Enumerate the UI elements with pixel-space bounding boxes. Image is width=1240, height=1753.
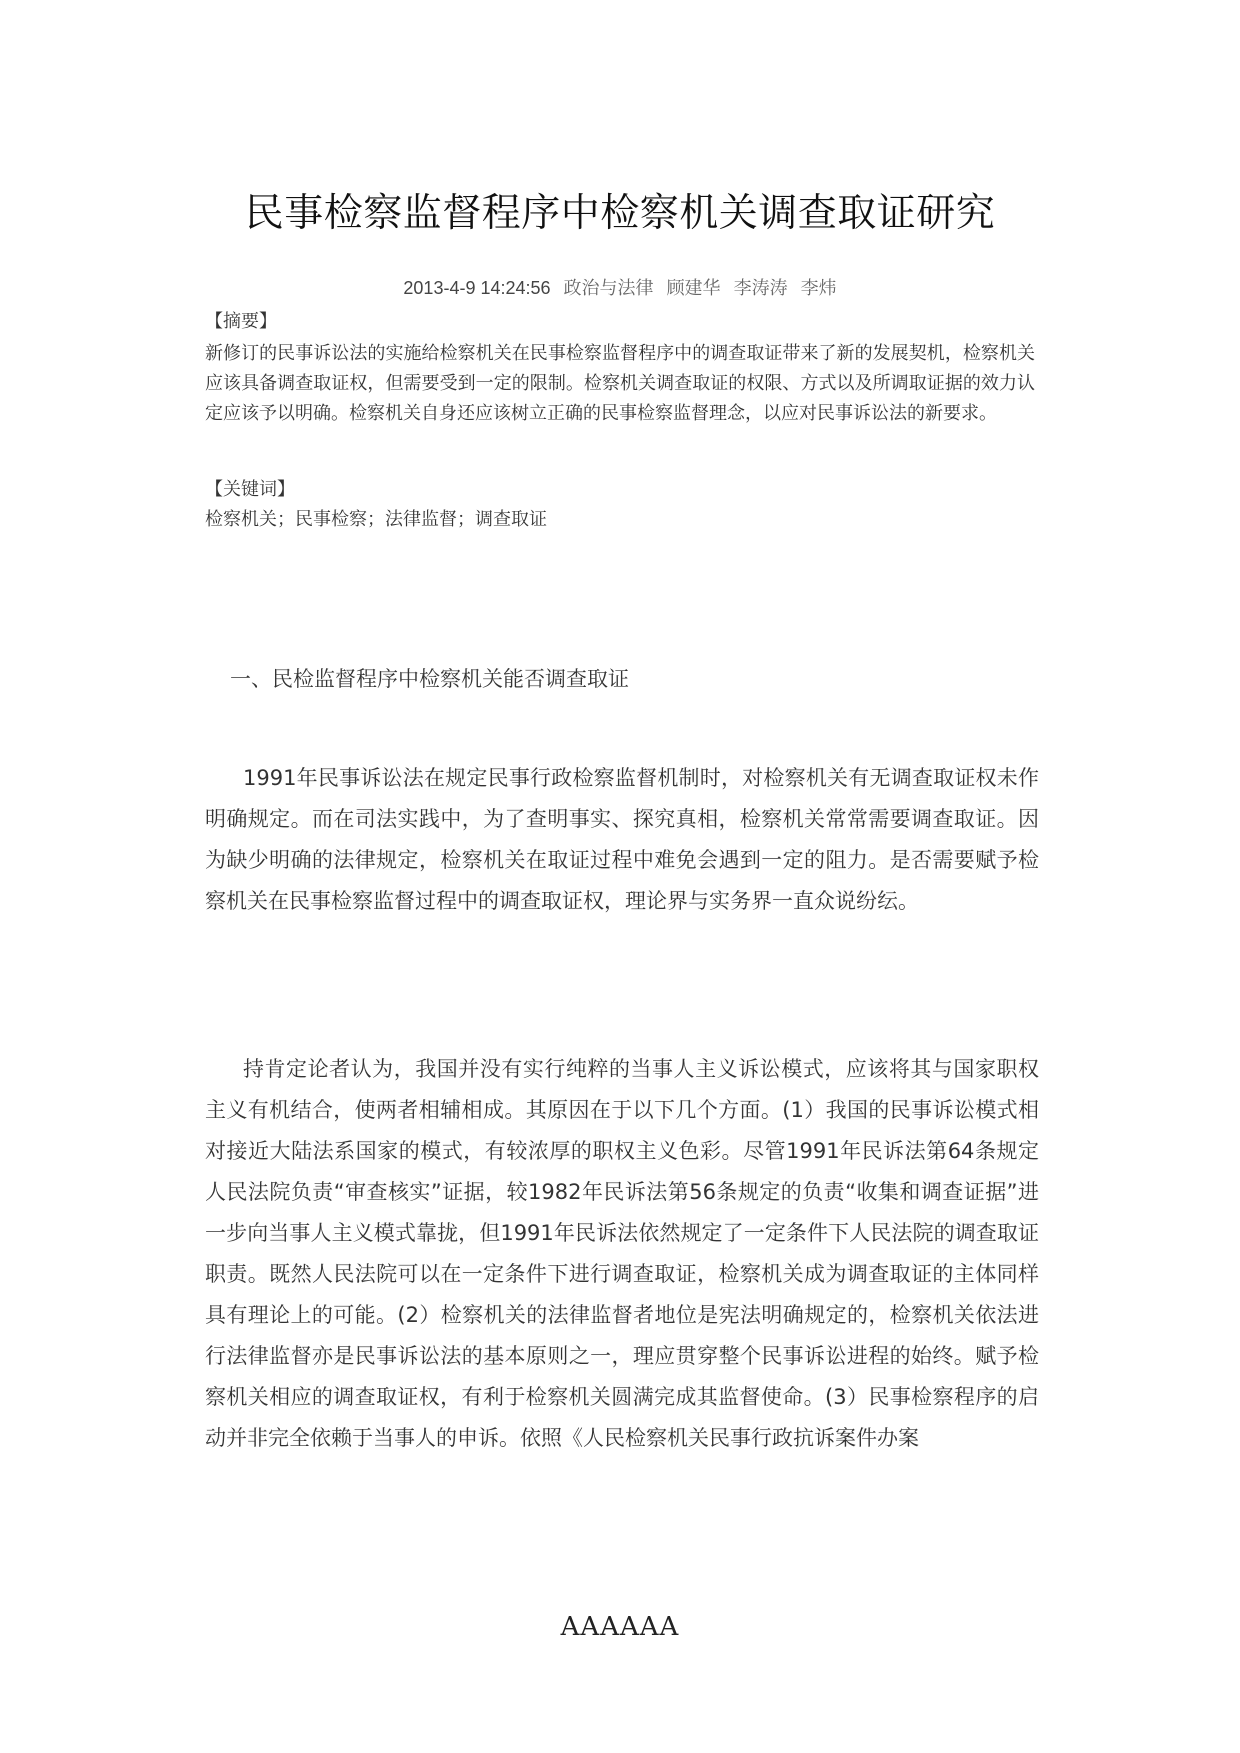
page-footer: AAAAAA bbox=[560, 1612, 680, 1642]
article-title: 民事检察监督程序中检察机关调查取证研究 bbox=[244, 191, 996, 236]
author-name: 李涛涛 bbox=[733, 278, 788, 298]
keywords-text: 检察机关；民事检察；法律监督；调查取证 bbox=[205, 509, 547, 530]
abstract-text: 新修订的民事诉讼法的实施给检察机关在民事检察监督程序中的调查取证带来了新的发展契机，检察机关应该具备调查取证权，但需要受到一定的限制。检察机关调查取证的权限、方式以及所调取证据的效力认定应该予以明确。检察机关自身还应该树立正确的民事检察监督理念，以应对民事诉讼法的新要求。 bbox=[205, 343, 1035, 424]
keywords-heading: 【关键词】 bbox=[205, 479, 295, 500]
body-paragraph: 1991年民事诉讼法在规定民事行政检察监督机制时，对检察机关有无调查取证权未作明确规定。而在司法实践中，为了查明事实、探究真相，检察机关常常需要调查取证。因为缺少明确的法律规定，检察机关在取证过程中难免会遇到一定的阻力。是否需要赋予检察机关在民事检察监督过程中的调查取证权，理论界与实务界一直众说纷纭。 bbox=[205, 766, 1039, 913]
article-category: 政治与法律 bbox=[563, 278, 654, 298]
section-heading: 一、民检监督程序中检察机关能否调查取证 bbox=[230, 667, 629, 691]
abstract-heading: 【摘要】 bbox=[205, 311, 277, 332]
body-paragraph: 持肯定论者认为，我国并没有实行纯粹的当事人主义诉讼模式，应该将其与国家职权主义有机结合，使两者相辅相成。其原因在于以下几个方面。(1）我国的民事诉讼模式相对接近大陆法系国家的模式，有较浓厚的职权主义色彩。尽管1991年民诉法第64条规定人民法院负责“审查核实”证据，较1982年民诉法第56条规定的负责“收集和调查证据”进一步向当事人主义模式靠拢，但1991年民诉法依然规定了一定条件下人民法院的调查取证职责。既然人民法院可以在一定条件下进行调查取证，检察机关成为调查取证的主体同样具有理论上的可能。(2）检察机关的法律监督者地位是宪法明确规定的，检察机关依法进行法律监督亦是民事诉讼法的基本原则之一，理应贯穿整个民事诉讼进程的始终。赋予检察机关相应的调查取证权，有利于检察机关圆满完成其监督使命。(3）民事检察程序的启动并非完全依赖于当事人的申诉。依照《人民检察机关民事行政抗诉案件办案 bbox=[205, 1057, 1039, 1450]
article-meta bbox=[205, 274, 1035, 300]
publish-datetime: 2013-4-9 14:24:56 bbox=[403, 278, 551, 298]
author-name: 顾建华 bbox=[666, 278, 721, 298]
author-name: 李炜 bbox=[800, 278, 837, 298]
